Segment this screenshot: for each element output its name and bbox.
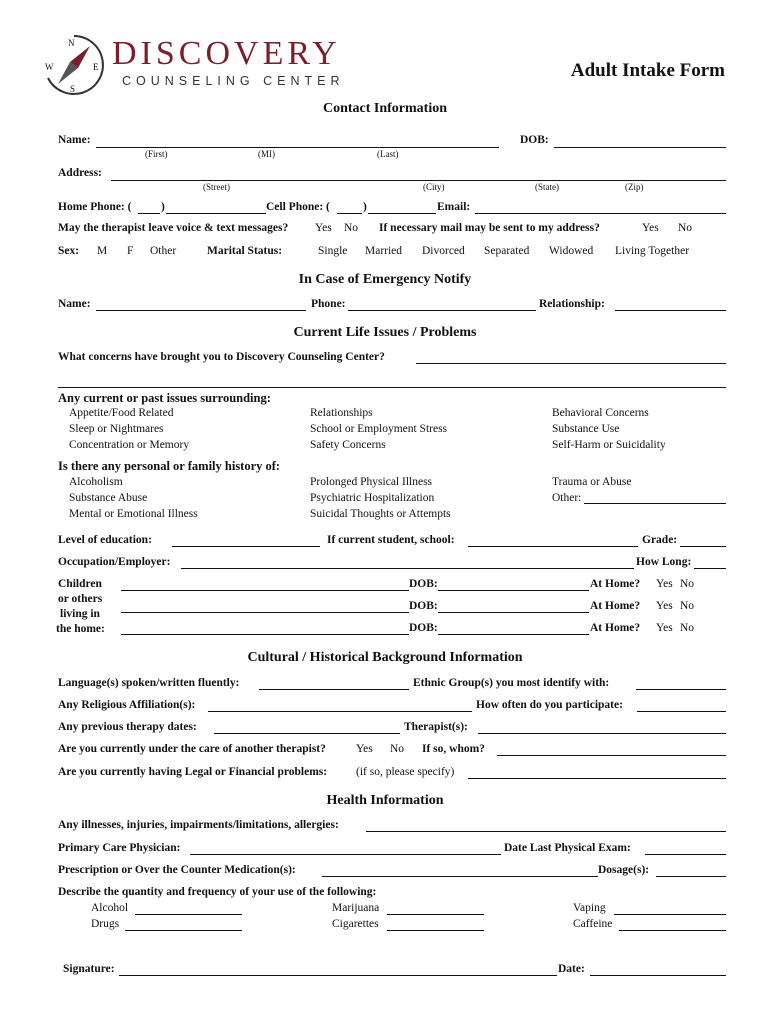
contact-heading: Contact Information <box>322 101 448 116</box>
alcohol-label: Alcohol <box>91 902 129 914</box>
marital-option[interactable]: Single <box>318 245 348 257</box>
mail-question: If necessary mail may be sent to my address? <box>379 222 600 234</box>
at-home-no[interactable]: No <box>680 578 695 590</box>
under-care-yes[interactable]: Yes <box>356 743 373 755</box>
occupation-label: Occupation/Employer: <box>58 556 171 568</box>
ethnic-field[interactable] <box>636 689 726 690</box>
at-home-yes[interactable]: Yes <box>656 622 673 634</box>
language-label: Language(s) spoken/written fluently: <box>58 677 240 689</box>
at-home-label: At Home? <box>590 578 641 590</box>
children-label: Children <box>58 578 102 590</box>
child-name-field[interactable] <box>121 612 409 613</box>
home-paren: ) <box>161 201 165 213</box>
emergency-heading: In Case of Emergency Notify <box>298 272 472 287</box>
emergency-phone-field[interactable] <box>348 310 536 311</box>
children-label: the home: <box>56 623 105 635</box>
concerns-field-2[interactable] <box>58 387 726 388</box>
child-dob-label: DOB: <box>409 622 438 634</box>
date-field[interactable] <box>590 975 726 976</box>
life-heading: Current Life Issues / Problems <box>293 325 477 340</box>
issue-item[interactable]: Appetite/Food Related <box>69 407 174 419</box>
at-home-label: At Home? <box>590 622 641 634</box>
meds-label: Prescription or Over the Counter Medication(s): <box>58 864 296 876</box>
voice-yes-option[interactable]: Yes <box>315 222 332 234</box>
address-field[interactable] <box>111 180 726 181</box>
concerns-question: What concerns have brought you to Discovery Counseling Center? <box>58 351 385 363</box>
name-field[interactable] <box>96 147 499 148</box>
sex-label: Sex: <box>58 245 80 257</box>
marijuana-field[interactable] <box>387 914 484 915</box>
cell-area-field[interactable] <box>337 213 362 214</box>
marital-option[interactable]: Divorced <box>422 245 465 257</box>
mail-no-option[interactable]: No <box>678 222 693 234</box>
education-label: Level of education: <box>58 534 152 546</box>
how-often-field[interactable] <box>637 711 726 712</box>
caffeine-field[interactable] <box>619 930 726 931</box>
legal-question: Are you currently having Legal or Financial problems: <box>58 766 328 778</box>
last-hint: (Last) <box>377 149 399 159</box>
emergency-name-label: Name: <box>58 298 91 310</box>
child-dob-label: DOB: <box>409 578 438 590</box>
compass-n: N <box>68 38 75 48</box>
vaping-label: Vaping <box>573 902 606 914</box>
school-field[interactable] <box>468 546 638 547</box>
alcohol-field[interactable] <box>135 914 242 915</box>
issue-item[interactable]: Sleep or Nightmares <box>69 423 164 435</box>
cigarettes-label: Cigarettes <box>332 918 379 930</box>
education-field[interactable] <box>172 546 320 547</box>
logo-subtitle: COUNSELING CENTER <box>122 74 345 88</box>
relationship-label: Relationship: <box>539 298 605 310</box>
email-field[interactable] <box>475 213 726 214</box>
prev-therapy-field[interactable] <box>214 733 400 734</box>
child-name-field[interactable] <box>121 590 409 591</box>
child-name-field[interactable] <box>121 634 409 635</box>
history-other-field[interactable] <box>584 503 726 504</box>
how-long-label: How Long: <box>636 556 692 568</box>
cigarettes-field[interactable] <box>387 930 484 931</box>
at-home-no[interactable]: No <box>680 600 695 612</box>
children-label: or others <box>58 593 103 605</box>
marital-option[interactable]: Married <box>365 245 403 257</box>
drugs-label: Drugs <box>91 918 120 930</box>
history-item[interactable]: Prolonged Physical Illness <box>310 476 433 488</box>
voice-question: May the therapist leave voice & text messages? <box>58 222 289 234</box>
pcp-label: Primary Care Physician: <box>58 842 181 854</box>
at-home-yes[interactable]: Yes <box>656 578 673 590</box>
issue-item[interactable]: Concentration or Memory <box>69 439 190 451</box>
sex-f-option[interactable]: F <box>127 245 134 257</box>
caffeine-label: Caffeine <box>573 918 613 930</box>
street-hint: (Street) <box>203 182 230 192</box>
signature-label: Signature: <box>63 963 115 975</box>
pcp-field[interactable] <box>190 854 501 855</box>
last-exam-field[interactable] <box>645 854 726 855</box>
dosage-label: Dosage(s): <box>598 864 650 876</box>
prev-therapy-label: Any previous therapy dates: <box>58 721 197 733</box>
concerns-field[interactable] <box>416 363 726 364</box>
drugs-field[interactable] <box>125 930 242 931</box>
emergency-phone-label: Phone: <box>311 298 346 310</box>
cell-paren: ) <box>363 201 367 213</box>
therapist-field[interactable] <box>478 733 726 734</box>
at-home-label: At Home? <box>590 600 641 612</box>
voice-no-option[interactable]: No <box>344 222 359 234</box>
religious-label: Any Religious Affiliation(s): <box>58 699 196 711</box>
grade-field[interactable] <box>680 546 726 547</box>
home-phone-field[interactable] <box>166 213 266 214</box>
vaping-field[interactable] <box>614 914 726 915</box>
sex-other-option[interactable]: Other <box>150 245 177 257</box>
marital-label: Marital Status: <box>207 245 283 257</box>
under-care-no[interactable]: No <box>390 743 405 755</box>
at-home-no[interactable]: No <box>680 622 695 634</box>
state-hint: (State) <box>535 182 559 192</box>
legal-note: (if so, please specify) <box>356 766 455 778</box>
history-item[interactable]: Psychiatric Hospitalization <box>310 492 435 504</box>
history-heading: Is there any personal or family history of: <box>58 459 281 473</box>
logo-brand: DISCOVERY <box>112 35 341 72</box>
child-dob-field[interactable] <box>438 634 589 635</box>
how-often-label: How often do you participate: <box>476 699 623 711</box>
form-title: Adult Intake Form <box>570 60 725 81</box>
illnesses-label: Any illnesses, injuries, impairments/limitations, allergies: <box>58 819 339 831</box>
compass-e: E <box>93 62 99 72</box>
children-label: living in <box>60 608 100 620</box>
grade-label: Grade: <box>642 534 678 546</box>
how-long-field[interactable] <box>694 568 726 569</box>
issues-heading: Any current or past issues surrounding: <box>58 391 271 405</box>
history-item[interactable]: Other: <box>552 492 582 504</box>
dosage-field[interactable] <box>656 876 726 877</box>
marital-option[interactable]: Widowed <box>549 245 594 257</box>
if-whom-label: If so, whom? <box>422 743 485 755</box>
child-dob-field[interactable] <box>438 612 589 613</box>
marijuana-label: Marijuana <box>332 902 380 914</box>
issue-item[interactable]: Self-Harm or Suicidality <box>552 439 666 451</box>
issue-item[interactable]: Relationships <box>310 407 373 419</box>
marital-option[interactable]: Living Together <box>615 245 690 257</box>
relationship-field[interactable] <box>615 310 726 311</box>
language-field[interactable] <box>259 689 409 690</box>
emergency-name-field[interactable] <box>96 310 306 311</box>
at-home-yes[interactable]: Yes <box>656 600 673 612</box>
history-item[interactable]: Substance Abuse <box>69 492 148 504</box>
name-label: Name: <box>58 134 91 146</box>
issue-item[interactable]: Substance Use <box>552 423 620 435</box>
issue-item[interactable]: Behavioral Concerns <box>552 407 649 419</box>
child-dob-field[interactable] <box>438 590 589 591</box>
email-label: Email: <box>437 201 471 213</box>
health-heading: Health Information <box>326 793 444 808</box>
signature-field[interactable] <box>119 975 557 976</box>
marital-option[interactable]: Separated <box>484 245 530 257</box>
sex-m-option[interactable]: M <box>97 245 108 257</box>
cell-phone-field[interactable] <box>368 213 436 214</box>
ethnic-label: Ethnic Group(s) you most identify with: <box>413 677 610 689</box>
mi-hint: (MI) <box>258 149 275 159</box>
home-phone-label: Home Phone: ( <box>58 201 132 213</box>
compass-s: S <box>70 84 76 94</box>
zip-hint: (Zip) <box>625 182 644 192</box>
first-hint: (First) <box>145 149 168 159</box>
religious-field[interactable] <box>208 711 472 712</box>
mail-yes-option[interactable]: Yes <box>642 222 659 234</box>
occupation-field[interactable] <box>181 568 634 569</box>
history-item[interactable]: Alcoholism <box>69 476 123 488</box>
dob-label: DOB: <box>520 134 549 146</box>
history-item[interactable]: Trauma or Abuse <box>552 476 632 488</box>
history-item[interactable]: Suicidal Thoughts or Attempts <box>310 508 451 520</box>
issue-item[interactable]: School or Employment Stress <box>310 423 448 435</box>
date-label: Date: <box>558 963 585 975</box>
legal-field[interactable] <box>468 778 726 779</box>
issue-item[interactable]: Safety Concerns <box>310 439 386 451</box>
last-exam-label: Date Last Physical Exam: <box>504 842 631 854</box>
cultural-heading: Cultural / Historical Background Information <box>247 650 523 665</box>
under-care-question: Are you currently under the care of another therapist? <box>58 743 326 755</box>
dob-field[interactable] <box>554 147 726 148</box>
cell-phone-label: Cell Phone: ( <box>266 201 330 213</box>
home-area-field[interactable] <box>138 213 160 214</box>
describe-label: Describe the quantity and frequency of your use of the following: <box>58 886 377 898</box>
child-dob-label: DOB: <box>409 600 438 612</box>
whom-field[interactable] <box>497 755 726 756</box>
address-label: Address: <box>58 167 102 179</box>
history-item[interactable]: Mental or Emotional Illness <box>69 508 198 520</box>
therapist-label: Therapist(s): <box>404 721 468 733</box>
meds-field[interactable] <box>322 876 598 877</box>
illnesses-field[interactable] <box>366 831 726 832</box>
student-label: If current student, school: <box>327 534 455 546</box>
compass-w: W <box>45 62 54 72</box>
city-hint: (City) <box>423 182 445 192</box>
